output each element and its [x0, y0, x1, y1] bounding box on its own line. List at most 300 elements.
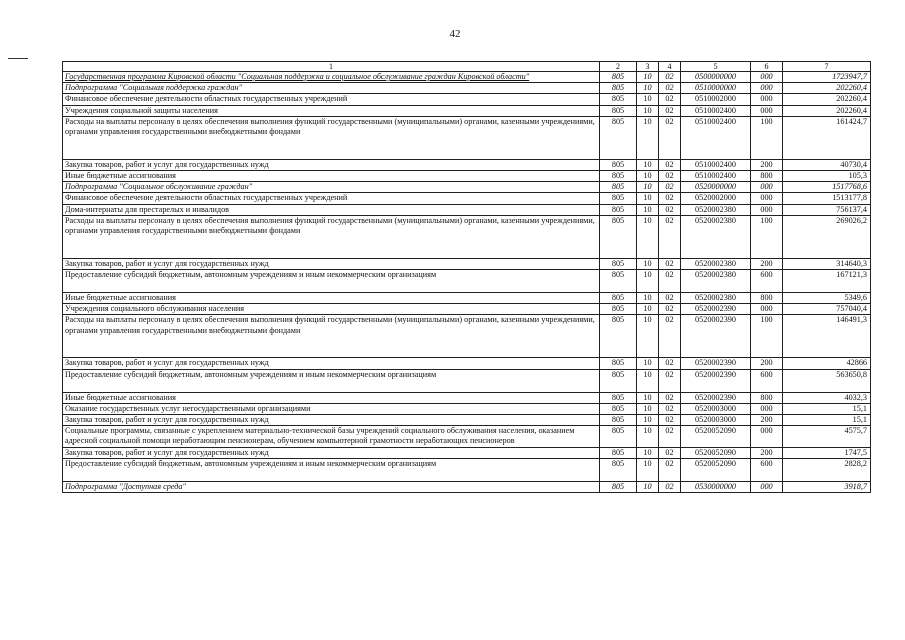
table-row [63, 193, 871, 204]
row-c2-cell [600, 392, 637, 403]
row-name-text: Расходы на выплаты персоналу в целях обеспечения выполнения функций государственными (муниципальными) органами, казенными учреждениями, органами управления государственными внебюджетными фондами [65, 315, 595, 335]
row-value-text: 805 [611, 447, 625, 457]
row-value-text: 10 [643, 358, 652, 368]
row-value-text: 02 [665, 458, 674, 468]
row-value-text: 10 [643, 83, 652, 93]
row-c4-cell [659, 204, 681, 215]
row-code-cell [681, 72, 751, 83]
row-type-cell [751, 304, 783, 315]
row-value-text: 10 [643, 481, 652, 491]
row-code-cell [681, 83, 751, 94]
row-type-cell [751, 293, 783, 304]
row-value-text: 805 [611, 94, 625, 104]
row-value-text: 805 [611, 204, 625, 214]
table-row [63, 369, 871, 392]
row-value-text: 805 [611, 116, 625, 126]
row-c4-cell [659, 415, 681, 426]
row-value-text: 15,1 [852, 415, 867, 425]
row-name-cell [63, 481, 600, 492]
row-c3-cell [637, 403, 659, 414]
row-name-text: Предоставление субсидий бюджетным, автономным учреждениям и иным некоммерческим организациям [65, 458, 437, 468]
row-amount-cell [783, 369, 871, 392]
row-value-text: 10 [643, 415, 652, 425]
row-value-text: 0510002400 [695, 105, 736, 115]
row-c3-cell [637, 193, 659, 204]
row-c2-cell [600, 182, 637, 193]
row-type-cell [751, 159, 783, 170]
row-value-text: 805 [611, 270, 625, 280]
row-value-text: 10 [643, 171, 652, 181]
row-value-text: 756137,4 [836, 204, 867, 214]
row-c3-cell [637, 481, 659, 492]
row-value-text: 02 [665, 403, 674, 413]
margin-mark [8, 58, 28, 59]
row-code-cell [681, 204, 751, 215]
row-amount-cell [783, 403, 871, 414]
row-value-text: 02 [665, 369, 674, 379]
row-value-text: 02 [665, 315, 674, 325]
row-type-cell [751, 415, 783, 426]
row-c2-cell [600, 215, 637, 258]
row-value-text: 10 [643, 204, 652, 214]
row-value-text: 02 [665, 215, 674, 225]
table-row [63, 392, 871, 403]
row-c3-cell [637, 458, 659, 481]
row-value-text: 161424,7 [836, 116, 867, 126]
row-value-text: 02 [665, 171, 674, 181]
row-c4-cell [659, 83, 681, 94]
row-c3-cell [637, 258, 659, 269]
row-value-text: 805 [611, 458, 625, 468]
row-value-text: 0500000000 [695, 72, 736, 81]
row-code-cell [681, 415, 751, 426]
row-code-cell [681, 315, 751, 358]
row-c4-cell [659, 258, 681, 269]
row-name-cell [63, 105, 600, 116]
row-c3-cell [637, 447, 659, 458]
row-type-cell [751, 215, 783, 258]
row-name-cell [63, 270, 600, 293]
table-row [63, 304, 871, 315]
row-c2-cell [600, 270, 637, 293]
row-value-text: 02 [665, 392, 674, 402]
table-row [63, 204, 871, 215]
budget-table [62, 61, 871, 493]
row-code-cell [681, 358, 751, 369]
row-value-text: 0510002400 [695, 116, 736, 126]
header-cell: 2 [600, 62, 637, 72]
row-amount-cell [783, 105, 871, 116]
row-c2-cell [600, 171, 637, 182]
row-code-cell [681, 193, 751, 204]
row-type-cell [751, 481, 783, 492]
row-value-text: 42866 [846, 358, 867, 368]
row-name-cell [63, 293, 600, 304]
row-value-text: 02 [665, 182, 674, 192]
row-amount-cell [783, 481, 871, 492]
row-name-text: Закупка товаров, работ и услуг для государственных нужд [65, 358, 269, 368]
row-type-cell [751, 369, 783, 392]
row-c3-cell [637, 204, 659, 215]
table-row [63, 426, 871, 447]
row-value-text: 02 [665, 116, 674, 126]
row-value-text: 02 [665, 415, 674, 425]
row-c2-cell [600, 83, 637, 94]
row-amount-cell [783, 415, 871, 426]
row-type-cell [751, 258, 783, 269]
row-value-text: 10 [643, 94, 652, 104]
row-code-cell [681, 94, 751, 105]
row-value-text: 200 [760, 159, 773, 169]
row-value-text: 10 [643, 182, 652, 192]
row-value-text: 805 [611, 83, 625, 93]
table-row [63, 159, 871, 170]
row-value-text: 167121,3 [836, 270, 867, 280]
row-value-text: 269026,2 [836, 215, 867, 225]
row-name-text: Расходы на выплаты персоналу в целях обеспечения выполнения функций государственными (муниципальными) органами, казенными учреждениями, органами управления государственными внебюджетными фондами [65, 215, 595, 236]
row-value-text: 1723947,7 [832, 72, 867, 81]
row-value-text: 805 [611, 159, 625, 169]
row-name-text: Дома-интернаты для престарелых и инвалидов [65, 204, 230, 214]
row-c4-cell [659, 447, 681, 458]
row-value-text: 2828,2 [844, 458, 867, 468]
row-value-text: 4575,7 [844, 426, 867, 436]
table-row [63, 293, 871, 304]
row-name-text: Закупка товаров, работ и услуг для государственных нужд [65, 159, 269, 169]
row-value-text: 800 [760, 293, 773, 303]
row-c2-cell [600, 204, 637, 215]
row-name-cell [63, 304, 600, 315]
row-c2-cell [600, 358, 637, 369]
row-value-text: 10 [643, 159, 652, 169]
row-value-text: 0520002390 [695, 315, 736, 325]
row-amount-cell [783, 447, 871, 458]
row-value-text: 200 [760, 447, 773, 457]
row-value-text: 0510002400 [695, 159, 736, 169]
row-c2-cell [600, 415, 637, 426]
table-row [63, 415, 871, 426]
row-value-text: 02 [665, 304, 674, 314]
row-value-text: 000 [760, 426, 773, 436]
row-c3-cell [637, 392, 659, 403]
table-row [63, 105, 871, 116]
table-row [63, 94, 871, 105]
row-c2-cell [600, 159, 637, 170]
row-name-text: Иные бюджетные ассигнования [65, 392, 176, 402]
row-value-text: 02 [665, 94, 674, 104]
row-c4-cell [659, 458, 681, 481]
row-value-text: 02 [665, 426, 674, 436]
row-c3-cell [637, 94, 659, 105]
row-amount-cell [783, 83, 871, 94]
row-name-cell [63, 415, 600, 426]
row-value-text: 805 [611, 215, 625, 225]
row-value-text: 10 [643, 215, 652, 225]
row-code-cell [681, 105, 751, 116]
row-value-text: 000 [760, 72, 773, 81]
row-c4-cell [659, 293, 681, 304]
row-code-cell [681, 304, 751, 315]
row-c2-cell [600, 481, 637, 492]
row-amount-cell [783, 159, 871, 170]
row-value-text: 805 [611, 315, 625, 325]
row-value-text: 805 [611, 426, 625, 436]
table-row [63, 215, 871, 258]
row-value-text: 0520002380 [695, 270, 736, 280]
row-value-text: 02 [665, 358, 674, 368]
row-code-cell [681, 258, 751, 269]
row-value-text: 0520002390 [695, 392, 736, 402]
row-value-text: 805 [611, 293, 625, 303]
row-name-text: Оказание государственных услуг негосударственными организациями [65, 403, 311, 413]
row-type-cell [751, 83, 783, 94]
row-value-text: 146491,3 [836, 315, 867, 325]
row-amount-cell [783, 304, 871, 315]
row-name-text: Закупка товаров, работ и услуг для государственных нужд [65, 447, 269, 457]
row-value-text: 10 [643, 105, 652, 115]
row-value-text: 02 [665, 193, 674, 203]
row-type-cell [751, 447, 783, 458]
row-c3-cell [637, 83, 659, 94]
row-value-text: 02 [665, 105, 674, 115]
row-value-text: 000 [760, 193, 773, 203]
row-value-text: 0520002380 [695, 215, 736, 225]
row-name-text: Иные бюджетные ассигнования [65, 293, 176, 303]
row-value-text: 105,3 [848, 171, 867, 181]
row-type-cell [751, 358, 783, 369]
row-value-text: 02 [665, 204, 674, 214]
row-c3-cell [637, 426, 659, 447]
row-c3-cell [637, 171, 659, 182]
row-amount-cell [783, 204, 871, 215]
row-type-cell [751, 403, 783, 414]
row-name-text: Подпрограмма "Социальное обслуживание граждан" [65, 182, 253, 192]
row-value-text: 757040,4 [836, 304, 867, 314]
row-name-cell [63, 193, 600, 204]
row-value-text: 000 [760, 182, 773, 192]
row-value-text: 202260,4 [836, 83, 867, 93]
row-code-cell [681, 426, 751, 447]
row-c2-cell [600, 426, 637, 447]
row-value-text: 600 [760, 270, 773, 280]
row-c4-cell [659, 105, 681, 116]
row-c4-cell [659, 72, 681, 83]
row-value-text: 0520002390 [695, 358, 736, 368]
header-cell: 3 [637, 62, 659, 72]
row-c2-cell [600, 193, 637, 204]
row-value-text: 805 [611, 105, 625, 115]
row-amount-cell [783, 193, 871, 204]
row-name-cell [63, 159, 600, 170]
row-type-cell [751, 315, 783, 358]
row-name-cell [63, 83, 600, 94]
row-name-cell [63, 215, 600, 258]
row-value-text: 805 [611, 415, 625, 425]
row-value-text: 5349,6 [844, 293, 867, 303]
row-c4-cell [659, 94, 681, 105]
row-value-text: 02 [665, 258, 674, 268]
row-name-text: Учреждения социальной защиты населения [65, 105, 218, 115]
row-c3-cell [637, 358, 659, 369]
row-name-cell [63, 315, 600, 358]
table-header-row [63, 62, 871, 72]
page-number: 42 [449, 28, 461, 40]
table-row [63, 83, 871, 94]
row-c2-cell [600, 116, 637, 159]
row-name-text: Подпрограмма "Социальная поддержка граждан" [65, 83, 243, 93]
row-amount-cell [783, 458, 871, 481]
row-value-text: 0520002390 [695, 369, 736, 379]
row-c2-cell [600, 315, 637, 358]
row-value-text: 805 [611, 171, 625, 181]
row-amount-cell [783, 315, 871, 358]
row-name-cell [63, 358, 600, 369]
row-value-text: 0520002000 [695, 193, 736, 203]
row-type-cell [751, 204, 783, 215]
row-value-text: 805 [611, 72, 625, 81]
row-value-text: 02 [665, 159, 674, 169]
row-value-text: 202260,4 [836, 94, 867, 104]
header-cell: 5 [681, 62, 751, 72]
row-name-cell [63, 426, 600, 447]
row-value-text: 805 [611, 258, 625, 268]
row-name-cell [63, 258, 600, 269]
row-name-text: Иные бюджетные ассигнования [65, 171, 176, 181]
table-row [63, 270, 871, 293]
row-name-text: Предоставление субсидий бюджетным, автономным учреждениям и иным некоммерческим организациям [65, 270, 437, 280]
row-c4-cell [659, 193, 681, 204]
row-amount-cell [783, 116, 871, 159]
row-c2-cell [600, 369, 637, 392]
row-type-cell [751, 193, 783, 204]
row-value-text: 0520000000 [695, 182, 736, 192]
row-c4-cell [659, 215, 681, 258]
row-code-cell [681, 182, 751, 193]
row-code-cell [681, 215, 751, 258]
row-value-text: 10 [643, 258, 652, 268]
row-c4-cell [659, 392, 681, 403]
row-value-text: 0530000000 [695, 481, 736, 491]
row-c3-cell [637, 105, 659, 116]
row-name-text: Закупка товаров, работ и услуг для государственных нужд [65, 415, 269, 425]
row-value-text: 10 [643, 403, 652, 413]
row-value-text: 02 [665, 293, 674, 303]
row-name-cell [63, 171, 600, 182]
row-c4-cell [659, 315, 681, 358]
table-row [63, 72, 871, 83]
row-name-cell [63, 403, 600, 414]
row-code-cell [681, 458, 751, 481]
row-c4-cell [659, 171, 681, 182]
row-type-cell [751, 105, 783, 116]
row-value-text: 000 [760, 204, 773, 214]
row-value-text: 3918,7 [844, 481, 867, 491]
row-amount-cell [783, 72, 871, 83]
row-name-cell [63, 369, 600, 392]
row-value-text: 10 [643, 315, 652, 325]
row-value-text: 805 [611, 358, 625, 368]
row-value-text: 100 [760, 215, 773, 225]
table-row [63, 258, 871, 269]
row-value-text: 0520052090 [695, 458, 736, 468]
row-value-text: 10 [643, 293, 652, 303]
row-value-text: 000 [760, 83, 773, 93]
header-cell: 1 [63, 62, 600, 72]
row-name-text: Предоставление субсидий бюджетным, автономным учреждениям и иным некоммерческим организациям [65, 369, 437, 379]
row-code-cell [681, 159, 751, 170]
row-value-text: 1747,5 [844, 447, 867, 457]
row-value-text: 200 [760, 415, 773, 425]
row-value-text: 10 [643, 447, 652, 457]
row-value-text: 314640,3 [836, 258, 867, 268]
row-code-cell [681, 270, 751, 293]
row-code-cell [681, 403, 751, 414]
row-value-text: 1513177,8 [832, 193, 867, 203]
table-row [63, 171, 871, 182]
row-type-cell [751, 182, 783, 193]
table-row [63, 358, 871, 369]
row-amount-cell [783, 358, 871, 369]
row-c2-cell [600, 293, 637, 304]
row-c2-cell [600, 403, 637, 414]
row-value-text: 0520002380 [695, 204, 736, 214]
row-c4-cell [659, 304, 681, 315]
table-row [63, 447, 871, 458]
row-c4-cell [659, 270, 681, 293]
row-amount-cell [783, 182, 871, 193]
row-type-cell [751, 72, 783, 83]
row-type-cell [751, 458, 783, 481]
row-amount-cell [783, 426, 871, 447]
row-c3-cell [637, 415, 659, 426]
row-type-cell [751, 171, 783, 182]
row-name-cell [63, 447, 600, 458]
row-c2-cell [600, 72, 637, 83]
row-amount-cell [783, 215, 871, 258]
row-c4-cell [659, 481, 681, 492]
row-name-cell [63, 72, 600, 83]
row-value-text: 10 [643, 426, 652, 436]
row-name-text: Социальные программы, связанные с укреплением материально-технической базы учреждений социального обслуживания населения, оказанием адресной социальной помощи неработающим пенсионерам, обучением компьютерной грамотности неработающих пенсионеров [65, 426, 575, 446]
row-code-cell [681, 116, 751, 159]
row-c3-cell [637, 293, 659, 304]
row-amount-cell [783, 171, 871, 182]
row-name-text: Расходы на выплаты персоналу в целях обеспечения выполнения функций государственными (муниципальными) органами, казенными учреждениями, органами управления государственными внебюджетными фондами [65, 116, 595, 137]
row-value-text: 805 [611, 403, 625, 413]
row-code-cell [681, 392, 751, 403]
row-name-text: Государственная программа Кировской области "Социальная поддержка и социальное обслуживание граждан Кировской области" [65, 72, 530, 81]
row-value-text: 800 [760, 392, 773, 402]
row-amount-cell [783, 258, 871, 269]
row-c3-cell [637, 369, 659, 392]
row-value-text: 000 [760, 481, 773, 491]
row-name-cell [63, 94, 600, 105]
row-c3-cell [637, 270, 659, 293]
row-value-text: 40730,4 [840, 159, 867, 169]
row-value-text: 000 [760, 105, 773, 115]
row-c3-cell [637, 72, 659, 83]
row-type-cell [751, 116, 783, 159]
row-c4-cell [659, 116, 681, 159]
row-value-text: 0520002390 [695, 304, 736, 314]
row-value-text: 0510002000 [695, 94, 736, 104]
row-value-text: 02 [665, 447, 674, 457]
row-amount-cell [783, 270, 871, 293]
row-value-text: 805 [611, 182, 625, 192]
row-value-text: 600 [760, 458, 773, 468]
row-value-text: 805 [611, 481, 625, 491]
row-value-text: 10 [643, 72, 652, 81]
